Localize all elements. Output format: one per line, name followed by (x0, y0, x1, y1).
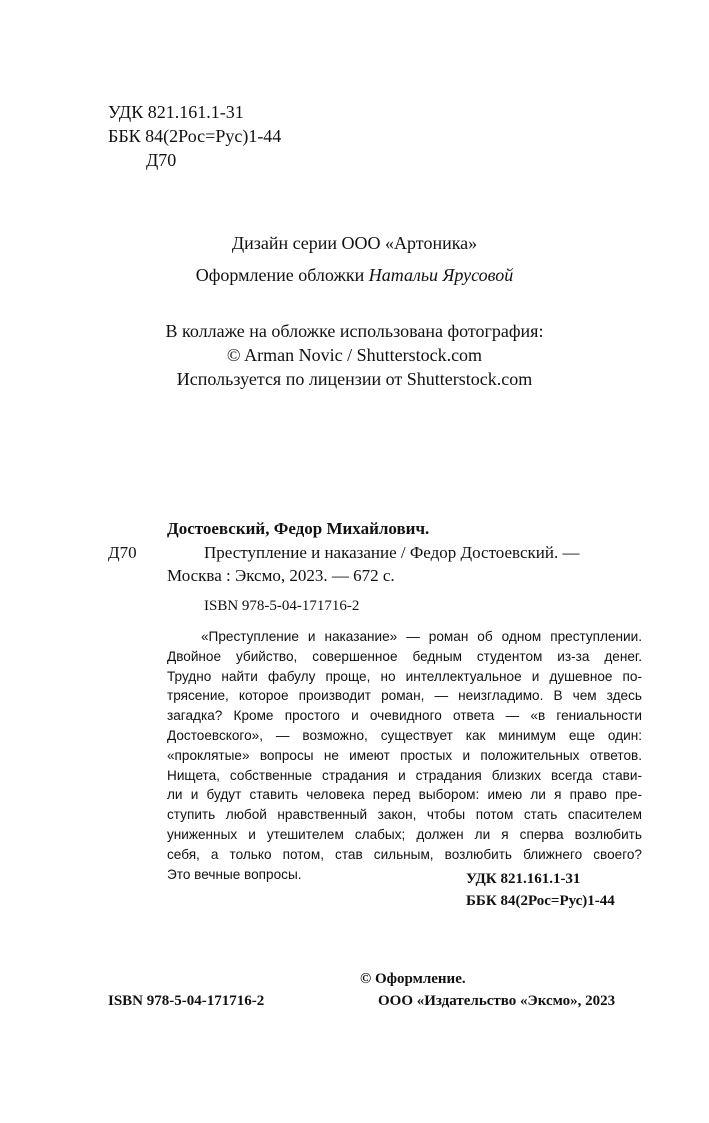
cover-design-credit (0, 263, 709, 287)
author-sign-code: Д70 (146, 150, 177, 170)
bbk-code: ББК 84(2Рос=Рус)1-44 (108, 126, 282, 146)
photo-credit-line-3: Используется по лицензии от Shutterstock.com (176, 369, 533, 389)
annotation-line: «Преступление и наказание» — роман об одном преступлении. (201, 629, 642, 644)
copyright-line-1: © Оформление. (360, 971, 466, 987)
annotation-line: ли и будут ставить человека перед выбором: имею ли я право пре- (167, 787, 642, 803)
udk-code: УДК 821.161.1-31 (108, 102, 244, 122)
annotation-line: загадка? Кроме простого и очевидного ответа — «в гениальности (167, 708, 642, 724)
series-design-credit: Дизайн серии ООО «Артоника» (231, 233, 478, 253)
annotation-line: Трудно найти фабулу проще, но интеллектуальное и душевное по- (167, 668, 642, 684)
annotation-line: Это вечные вопросы. (167, 866, 302, 882)
catalog-code: Д70 (108, 543, 137, 562)
catalog-imprint-line: Москва : Эксмо, 2023. — 672 с. (167, 566, 395, 585)
annotation-line: себя, а только потом, став сильным, возлюбить ближнего своего? (167, 846, 642, 862)
photo-credit-line-1: В коллаже на обложке использована фотография: (165, 321, 544, 341)
annotation-line: униженных и утешителем слабых; должен ли я сперва возлюбить (167, 826, 642, 842)
annotation-line: «проклятые» вопросы не имеют простых и положительных ответов. (167, 747, 642, 763)
photo-credit-line-2: © Arman Novic / Shutterstock.com (226, 345, 483, 365)
footer-isbn: ISBN 978-5-04-171716-2 (108, 993, 265, 1009)
catalog-author: Достоевский, Федор Михайлович. (167, 519, 430, 538)
annotation-line: Двойное убийство, совершенное бедным студентом из-за денег. (167, 648, 642, 664)
annotation (167, 627, 642, 884)
catalog-isbn: ISBN 978-5-04-171716-2 (204, 598, 360, 614)
cover-design-prefix: Оформление обложки (195, 265, 369, 285)
copyright-line-2: ООО «Издательство «Эксмо», 2023 (378, 993, 616, 1009)
footer-bbk-code: ББК 84(2Рос=Рус)1-44 (466, 893, 615, 909)
annotation-line: ступить любой нравственный закон, чтобы потом стать спасителем (167, 807, 642, 823)
footer-udk-code: УДК 821.161.1-31 (466, 871, 581, 887)
annotation-line: Достоевского», — возможно, существует как минимум еще один: (167, 727, 642, 743)
annotation-line: Нищета, собственные страдания и страдания близких всегда стави- (167, 767, 642, 783)
catalog-title-line: Преступление и наказание / Федор Достоевский. — (204, 543, 580, 562)
cover-designer-name: Натальи Ярусовой (368, 265, 514, 285)
annotation-line: трясение, которое производит роман, — неизгладимо. В чем здесь (167, 688, 642, 704)
